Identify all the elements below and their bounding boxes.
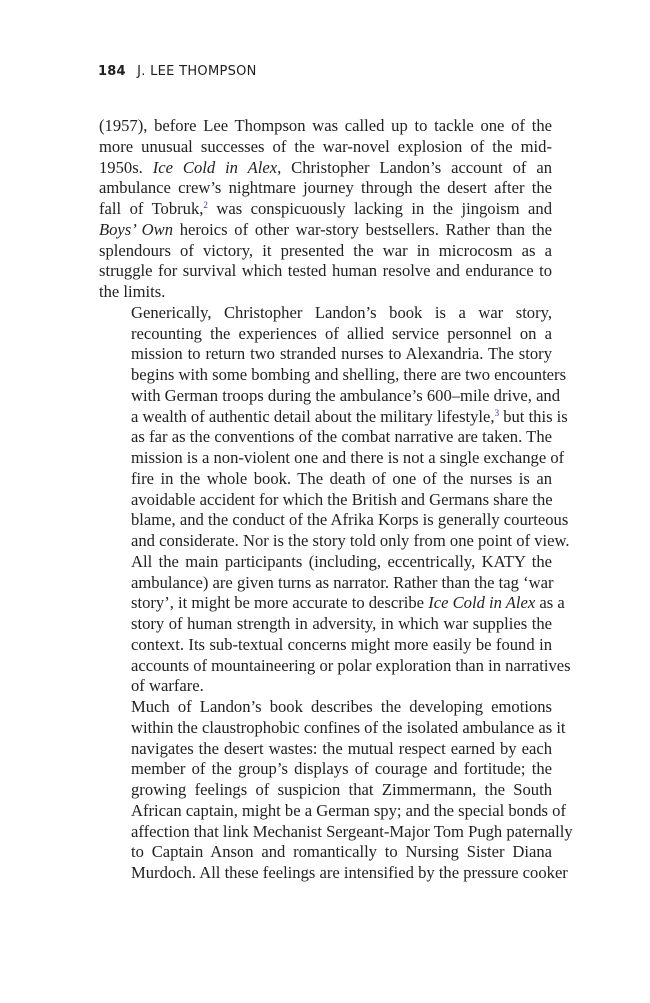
text-run: Generically, Christopher Landon’s book is a war story, [131, 302, 552, 322]
text-line [99, 531, 570, 552]
text-run: as far as the conventions of the combat narrative are taken. The [131, 427, 552, 447]
running-header [98, 64, 257, 79]
text-run: a wealth of authentic detail about the military lifestyle, [131, 406, 495, 426]
text-line [99, 406, 568, 428]
text-line [99, 510, 569, 531]
text-line [99, 427, 552, 448]
text-run: story of human strength in adversity, in which war supplies the [131, 614, 552, 633]
page-number: 184 [98, 64, 126, 79]
text-run: member of the group’s displays of courage and fortitude; the [131, 759, 552, 779]
text-line [99, 469, 552, 490]
text-run: and considerate. Nor is the story told only from one point of view. [131, 531, 570, 550]
text-line [99, 448, 565, 469]
text-run: blame, and the conduct of the Afrika Korps is generally courteous [131, 510, 569, 530]
text-line [99, 178, 552, 199]
footnote-reference[interactable]: 2 [203, 200, 208, 210]
text-run: mission to return two stranded nurses to Alexandria. The story [131, 344, 552, 364]
text-run: context. Its sub-textual concerns might more easily be found in [131, 634, 552, 654]
text-run: , Christopher Landon’s account of an [277, 157, 552, 177]
text-line [99, 739, 552, 760]
text-line [99, 635, 552, 656]
text-line [99, 241, 552, 262]
text-run: avoidable accident for which the British and Germans share the [131, 489, 553, 509]
text-line [99, 344, 552, 365]
text-run: growing feelings of suspicion that Zimmermann, the South [131, 780, 552, 799]
text-line [99, 863, 568, 884]
text-run: Murdoch. All these feelings are intensified by the pressure cooker [131, 863, 568, 882]
text-line [99, 842, 552, 863]
paragraph [99, 116, 552, 303]
text-run: recounting the experiences of allied service personnel on a [131, 323, 552, 343]
text-run: with German troops during the ambulance’s 600–mile drive, and [131, 385, 561, 405]
text-line [99, 573, 552, 594]
text-line [99, 800, 566, 822]
text-run: to Captain Anson and romantically to Nursing Sister Diana [131, 842, 552, 862]
italic-title: Ice Cold in Alex [428, 593, 536, 613]
text-line [99, 655, 571, 677]
text-run: heroics of other war-story bestsellers. Rather than the [173, 219, 552, 239]
text-line [99, 158, 552, 179]
text-run: was conspicuously lacking in the jingoism and [207, 199, 552, 218]
text-run: 1950s. [99, 157, 153, 177]
text-line [99, 552, 552, 573]
text-line [99, 614, 552, 635]
text-run: within the claustrophobic confines of the isolated ambulance as it [131, 717, 566, 737]
text-line [99, 593, 565, 614]
text-line [99, 261, 552, 282]
text-run: the limits. [99, 282, 166, 301]
text-run: begins with some bombing and shelling, there are two encounters [131, 365, 567, 384]
text-line [99, 676, 552, 697]
text-run: affection that link Mechanist Sergeant-Major Tom Pugh paternally [131, 821, 573, 841]
text-line [99, 759, 552, 780]
text-line [99, 303, 552, 324]
paragraph [99, 697, 573, 884]
text-run: African captain, might be a German spy; and the special bonds of [131, 800, 566, 820]
paragraph [99, 302, 571, 697]
text-run: of warfare. [131, 676, 204, 696]
text-run: ambulance crew’s nightmare journey through the desert after the [99, 178, 552, 198]
text-line [99, 116, 552, 137]
text-line [99, 324, 552, 345]
text-line [99, 490, 552, 511]
text-run: fall of Tobruk, [99, 199, 204, 218]
text-run: mission is a non-violent one and there is not a single exchange of [131, 448, 565, 467]
italic-title: Boys’ Own [99, 219, 173, 239]
text-run: navigates the desert wastes: the mutual respect earned by each [131, 738, 552, 758]
text-run: as a [535, 593, 565, 613]
italic-title: Ice Cold in Alex [152, 157, 278, 177]
text-run: fire in the whole book. The death of one of the nurses is an [131, 468, 552, 488]
text-run: Much of Landon’s book describes the developing emotions [131, 697, 552, 716]
text-run: more unusual successes of the war-novel explosion of the mid- [99, 136, 552, 156]
text-line [99, 199, 552, 220]
text-line [99, 282, 552, 303]
text-run: ambulance) are given turns as narrator. Rather than the tag ‘war [131, 572, 554, 592]
text-run: (1957), before Lee Thompson was called up to tackle one of the [99, 116, 552, 135]
text-line [99, 220, 552, 241]
text-line [99, 137, 552, 158]
text-run: All the main participants (including, eccentrically, KATY the [131, 551, 552, 571]
text-line [99, 697, 552, 718]
text-line [99, 717, 566, 739]
text-line [99, 780, 552, 801]
text-run: splendours of victory, it presented the war in microcosm as a [99, 240, 552, 260]
text-run: story’, it might be more accurate to describe [131, 593, 429, 613]
text-run: accounts of mountaineering or polar exploration than in narratives [131, 655, 571, 675]
running-head-author: J. LEE THOMPSON [137, 64, 257, 79]
footnote-reference[interactable]: 3 [494, 407, 500, 418]
text-line [99, 365, 567, 386]
body-text [99, 116, 573, 884]
text-line [99, 821, 573, 843]
text-run: struggle for survival which tested human resolve and endurance to [99, 261, 552, 281]
text-line [99, 385, 561, 407]
text-run: but this is [499, 406, 568, 426]
